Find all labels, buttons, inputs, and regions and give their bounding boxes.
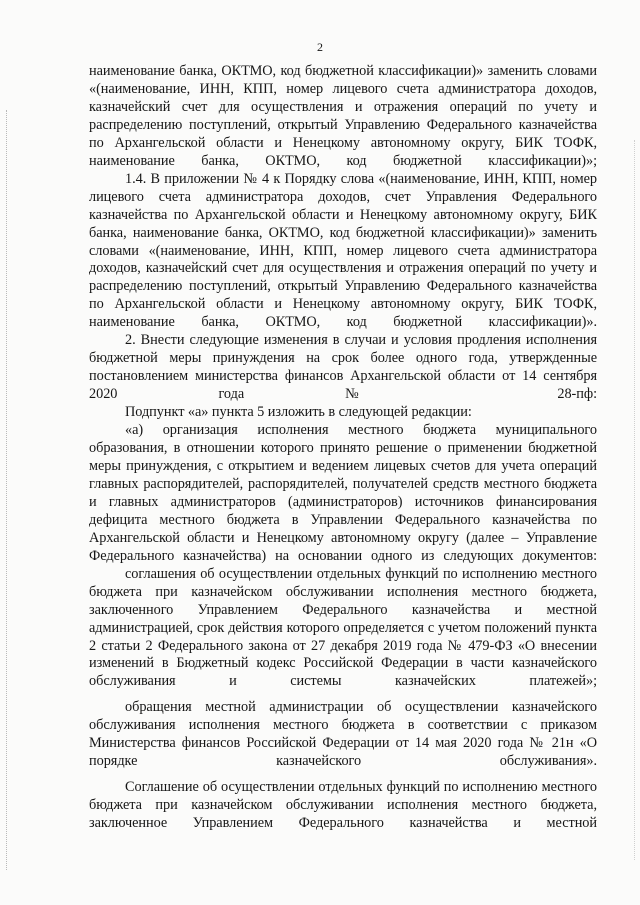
document-body [89, 63, 597, 833]
scan-edge-left [6, 110, 8, 870]
paragraph-5: «а) организация исполнения местного бюджета муниципального образования, в отношении которого принято решение о применении бюджетной меры принуждения, с открытием и ведением лицевых счетов для учета операций главных распорядителей, распорядителей, получателей средств местного бюджета и главных администраторов (администраторов) источников финансирования дефицита местного бюджета в Управлении Федерального казначейства по Архангельской области и Ненецкому автономному округу (далее – Управление Федерального казначейства) на основании одного из следующих документов: [89, 422, 597, 564]
paragraph-7: обращения местной администрации об осуществлении казначейского обслуживания исполнения местного бюджета в соответствии с приказом Министерства финансов Российской Федерации от 14 мая 2020 года № 21н «О порядке казначейского обслуживания». [89, 699, 597, 770]
paragraph-3: 2. Внести следующие изменения в случаи и условия продления исполнения бюджетной меры принуждения на срок более одного года, утвержденные постановлением министерства финансов Архангельской области от 14 сентября 2020 года № 28-пф: [89, 332, 597, 403]
paragraph-4: Подпункт «а» пункта 5 изложить в следующей редакции: [125, 404, 472, 421]
paragraph-6: соглашения об осуществлении отдельных функций по исполнению местного бюджета при казначейском обслуживании исполнения местного бюджета, заключенного Управлением Федерального казначейства и местной администрацией, срок действия которого определяется с учетом положений пункта 2 статьи 2 Федерального закона от 27 декабря 2019 года № 479-ФЗ «О внесении изменений в Бюджетный кодекс Российской Федерации в части казначейского обслуживания и системы казначейских платежей»; [89, 565, 597, 690]
scan-edge-right [634, 140, 636, 860]
paragraph-8: Соглашение об осуществлении отдельных функций по исполнению местного бюджета при казначейском обслуживании исполнения местного бюджета, заключенное Управлением Федерального казначейства и местной [89, 779, 597, 832]
page-number: 2 [317, 40, 323, 54]
paragraph-1: наименование банка, ОКТМО, код бюджетной классификации)» заменить словами «(наименование, ИНН, КПП, номер лицевого счета администратора доходов, казначейский счет для осуществления и отражения операций по учету и распределению поступлений, открытый Управлению Федерального казначейства по Архангельской области и Ненецкому автономному округу, БИК ТОФК, наименование банка, ОКТМО, код бюджетной классификации)»; [89, 63, 597, 169]
paragraph-2: 1.4. В приложении № 4 к Порядку слова «(наименование, ИНН, КПП, номер лицевого счета администратора доходов, счет Управления Федерального казначейства по Архангельской области и Ненецкому автономному округу, БИК банка, наименование банка, ОКТМО, код бюджетной классификации)» заменить словами «(наименование, ИНН, КПП, номер лицевого счета администратора доходов, казначейский счет для осуществления и отражения операций по учету и распределению поступлений, открытый Управлению Федерального казначейства по Архангельской области и Ненецкому автономному округу, БИК ТОФК, наименование банка, ОКТМО, код бюджетной классификации)». [89, 170, 597, 331]
